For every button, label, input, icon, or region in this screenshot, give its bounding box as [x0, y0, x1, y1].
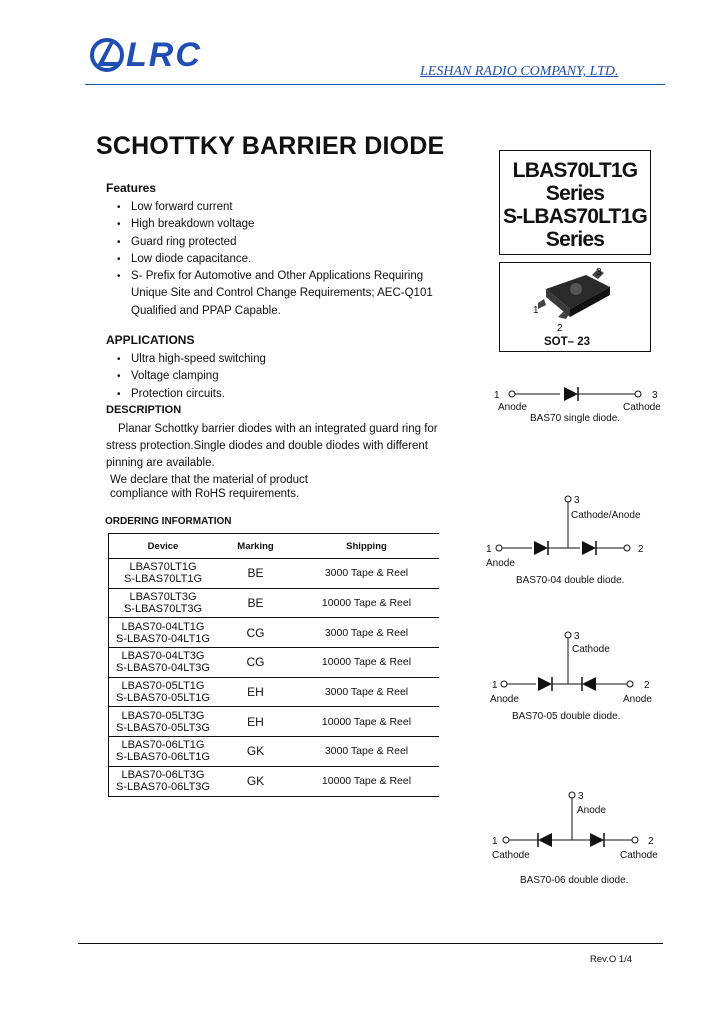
shipping-cell: 3000 Tape & Reel [294, 618, 439, 648]
diode-icon [538, 833, 552, 847]
diode-icon [582, 541, 596, 555]
shipping-cell: 10000 Tape & Reel [294, 588, 439, 618]
device-part: LBAS70-04LT1G [121, 620, 205, 633]
diode-icon [538, 677, 552, 691]
shipping-cell: 3000 Tape & Reel [294, 737, 439, 767]
marking-cell: GK [217, 737, 294, 767]
sot23-package-icon [500, 263, 652, 353]
table-row [109, 618, 440, 648]
d05-pin3: 3 [574, 631, 580, 642]
single-left-label: Anode [498, 402, 527, 413]
list-item: • S- Prefix for Automotive and Other Applications Requiring Unique Site and Control Change Requirements; AEC-Q101 Qualified and PPAP Capable. [105, 268, 461, 320]
d04-caption: BAS70-04 double diode. [516, 575, 625, 586]
terminal-icon [509, 391, 515, 397]
features-list [105, 199, 465, 320]
d06-pin3: 3 [578, 791, 584, 802]
bas70-05-diagram [482, 630, 672, 726]
list-item: • Voltage clamping [105, 368, 445, 385]
list-item: • Protection circuits. [105, 386, 445, 403]
marking-cell: BE [217, 588, 294, 618]
device-part-s: S-LBAS70-05LT3G [116, 721, 210, 734]
d05-right-label: Anode [623, 694, 652, 705]
applications-heading: APPLICATIONS [106, 333, 195, 347]
header-divider [85, 84, 665, 85]
d05-left-label: Anode [490, 694, 519, 705]
single-pin3: 3 [652, 390, 658, 401]
device-part: LBAS70-05LT3G [121, 709, 205, 722]
list-item: • Guard ring protected [105, 234, 465, 251]
table-row [109, 766, 440, 796]
table-row [109, 707, 440, 737]
diode-icon [590, 833, 604, 847]
terminal-icon [565, 632, 571, 638]
d05-caption: BAS70-05 double diode. [512, 711, 621, 722]
d06-top-label: Anode [577, 805, 606, 816]
d04-pin1: 1 [486, 544, 492, 555]
bas70-single-diode-diagram [490, 380, 670, 426]
footer-divider [78, 943, 663, 944]
logo-text: LRC [126, 36, 202, 74]
description-heading: DESCRIPTION [106, 404, 182, 416]
part-line-2: Series [545, 182, 605, 205]
marking-cell: BE [217, 559, 294, 589]
page-title: SCHOTTKY BARRIER DIODE [96, 132, 445, 160]
single-right-label: Cathode [623, 402, 661, 413]
pkg-pin-3: 3 [596, 267, 602, 278]
part-line-3: S-LBAS70LT1G [502, 205, 648, 228]
rohs-declaration [110, 473, 410, 501]
declaration-line-1: We declare that the material of product [110, 474, 308, 486]
device-cell [109, 737, 218, 767]
device-cell [109, 766, 218, 796]
table-row [109, 648, 440, 678]
terminal-icon [501, 681, 507, 687]
terminal-icon [503, 837, 509, 843]
d05-pin1: 1 [492, 680, 498, 691]
ordering-table [108, 533, 439, 797]
device-part-s: S-LBAS70-05LT1G [116, 692, 210, 705]
company-name: LESHAN RADIO COMPANY, LTD. [420, 64, 619, 79]
d04-pin3: 3 [574, 495, 580, 506]
single-pin1: 1 [494, 390, 500, 401]
device-part: LBAS70-06LT3G [121, 769, 205, 782]
terminal-icon [569, 792, 575, 798]
device-part-s: S-LBAS70-06LT1G [116, 751, 210, 764]
device-part-s: S-LBAS70LT3G [123, 603, 203, 616]
table-header-row [109, 534, 440, 559]
package-box [499, 262, 651, 352]
table-row [109, 559, 440, 589]
description-text [106, 421, 466, 472]
shipping-cell: 3000 Tape & Reel [294, 677, 439, 707]
list-item: • Low forward current [105, 199, 465, 216]
part-number-box [499, 150, 651, 255]
device-cell [109, 618, 218, 648]
declaration-line-2: compliance with RoHS requirements. [110, 488, 300, 500]
terminal-icon [624, 545, 630, 551]
shipping-cell: 10000 Tape & Reel [294, 766, 439, 796]
marking-cell: EH [217, 677, 294, 707]
device-part: LBAS70LT1G [129, 561, 197, 574]
marking-cell: EH [217, 707, 294, 737]
d06-pin2: 2 [648, 836, 654, 847]
device-part: LBAS70-04LT3G [121, 650, 205, 663]
device-part-s: S-LBAS70LT1G [123, 573, 203, 586]
shipping-cell: 3000 Tape & Reel [294, 559, 439, 589]
device-cell [109, 588, 218, 618]
device-cell [109, 559, 218, 589]
device-part: LBAS70LT3G [129, 591, 197, 604]
package-name: SOT– 23 [544, 336, 591, 348]
terminal-icon [635, 391, 641, 397]
d04-top-label: Cathode/Anode [571, 510, 641, 521]
device-cell [109, 648, 218, 678]
bas70-06-diagram [482, 787, 672, 887]
device-part: LBAS70-06LT1G [121, 739, 205, 752]
d06-left-label: Cathode [492, 850, 530, 861]
device-part: LBAS70-05LT1G [121, 680, 205, 693]
device-part-s: S-LBAS70-04LT3G [116, 662, 210, 675]
table-row [109, 588, 440, 618]
d05-pin2: 2 [644, 680, 650, 691]
d04-pin2: 2 [638, 544, 644, 555]
shipping-cell: 10000 Tape & Reel [294, 648, 439, 678]
part-line-4: Series [545, 228, 605, 251]
list-item: • High breakdown voltage [105, 216, 465, 233]
d06-right-label: Cathode [620, 850, 658, 861]
description-body: Planar Schottky barrier diodes with an integrated guard ring for stress protection.Single diodes and double diodes with different pinning are available. [106, 423, 438, 469]
diode-icon [582, 677, 596, 691]
diode-icon [564, 387, 578, 401]
d06-pin1: 1 [492, 836, 498, 847]
revision-label: Rev.O 1/4 [590, 954, 633, 965]
device-cell [109, 677, 218, 707]
d06-caption: BAS70-06 double diode. [520, 875, 629, 886]
applications-list [105, 351, 445, 403]
device-part-s: S-LBAS70-06LT3G [116, 781, 210, 794]
col-device: Device [109, 534, 218, 559]
terminal-icon [632, 837, 638, 843]
marking-cell: CG [217, 618, 294, 648]
marking-cell: GK [217, 766, 294, 796]
terminal-icon [565, 496, 571, 502]
d05-top-label: Cathode [572, 644, 610, 655]
list-item: • Ultra high-speed switching [105, 351, 445, 368]
d04-left-label: Anode [486, 558, 515, 569]
single-caption: BAS70 single diode. [530, 413, 621, 424]
device-part-s: S-LBAS70-04LT1G [116, 632, 210, 645]
pkg-pin-2: 2 [557, 323, 563, 334]
ordering-heading: ORDERING INFORMATION [105, 516, 232, 527]
shipping-cell: 10000 Tape & Reel [294, 707, 439, 737]
col-shipping: Shipping [294, 534, 439, 559]
table-row [109, 677, 440, 707]
features-heading: Features [106, 181, 157, 195]
part-line-1: LBAS70LT1G [512, 159, 638, 182]
col-marking: Marking [217, 534, 294, 559]
marking-cell: CG [217, 648, 294, 678]
terminal-icon [496, 545, 502, 551]
table-row [109, 737, 440, 767]
diode-icon [534, 541, 548, 555]
bas70-04-diagram [482, 492, 672, 588]
device-cell [109, 707, 218, 737]
list-item: • Low diode capacitance. [105, 251, 465, 268]
pkg-pin-1: 1 [533, 305, 539, 316]
terminal-icon [627, 681, 633, 687]
